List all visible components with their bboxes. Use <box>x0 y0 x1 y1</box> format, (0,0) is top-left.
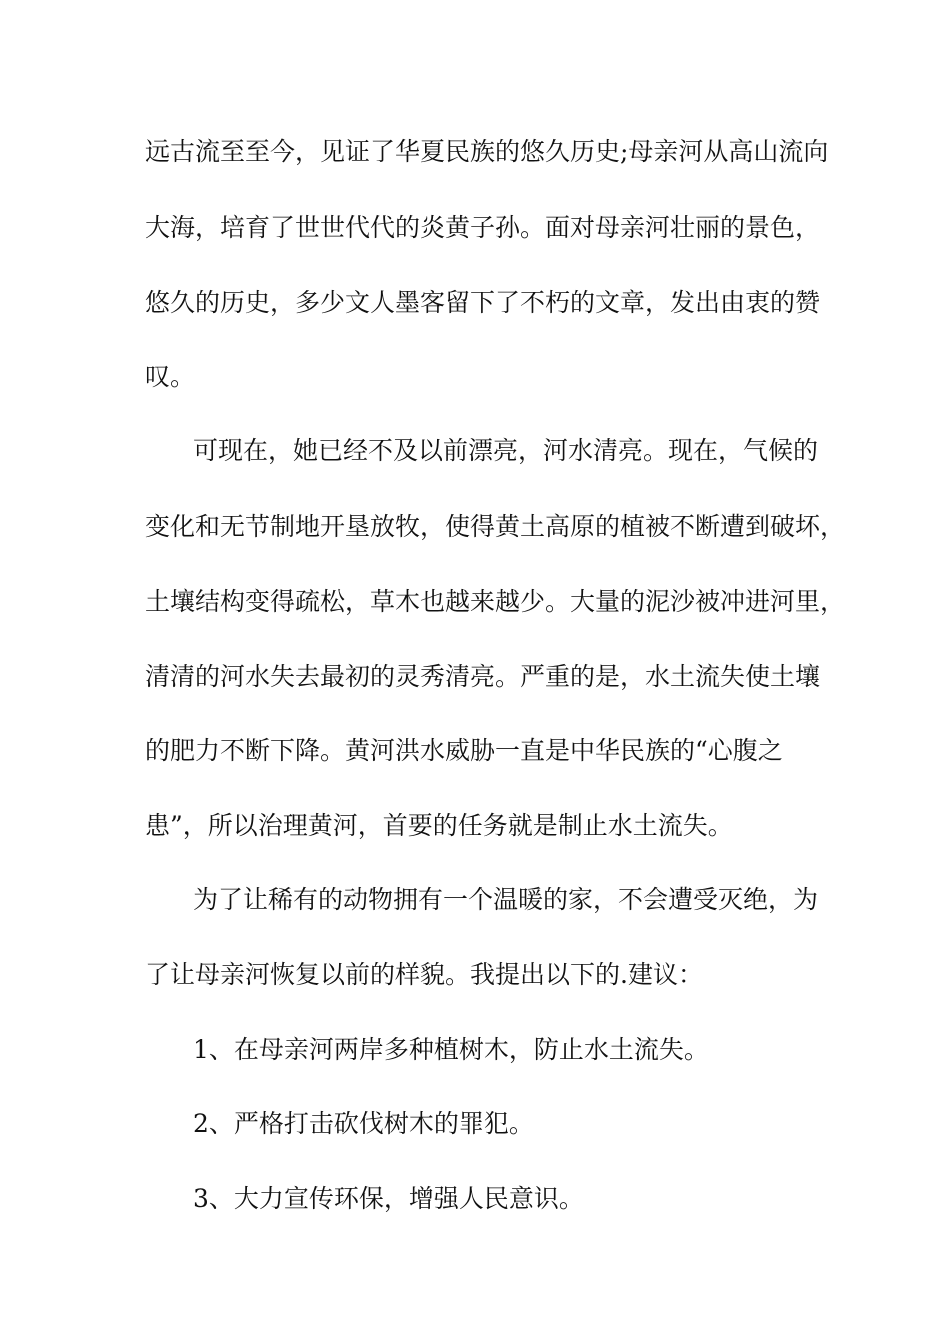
list-item: 3、大力宣传环保，增强人民意识。 <box>193 1184 584 1213</box>
text-line: 的肥力不断下降。黄河洪水威胁一直是中华民族的“心腹之 <box>145 736 783 765</box>
text-line: 清清的河水失去最初的灵秀清亮。严重的是，水土流失使土壤 <box>145 662 821 691</box>
text-line: 大海，培育了世世代代的炎黄子孙。面对母亲河壮丽的景色， <box>145 213 821 242</box>
text-line: 叹。 <box>145 362 196 391</box>
text-line: 了让母亲河恢复以前的样貌。我提出以下的.建议： <box>145 960 703 989</box>
list-item: 1、在母亲河两岸多种植树木，防止水土流失。 <box>193 1035 709 1064</box>
text-line: 患”，所以治理黄河，首要的任务就是制止水土流失。 <box>145 811 733 840</box>
text-line: 可现在，她已经不及以前漂亮，河水清亮。现在，气候的 <box>193 436 819 465</box>
text-line: 悠久的历史，多少文人墨客留下了不朽的文章，发出由衷的赞 <box>145 288 821 317</box>
text-line: 变化和无节制地开垦放牧，使得黄土高原的植被不断遭到破坏， <box>145 512 846 541</box>
text-line: 土壤结构变得疏松，草木也越来越少。大量的泥沙被冲进河里， <box>145 587 846 616</box>
list-item: 2、严格打击砍伐树木的罪犯。 <box>193 1109 534 1138</box>
text-line: 为了让稀有的动物拥有一个温暖的家，不会遭受灭绝，为 <box>193 885 819 914</box>
text-line: 远古流至至今，见证了华夏民族的悠久历史;母亲河从高山流向 <box>145 137 829 166</box>
